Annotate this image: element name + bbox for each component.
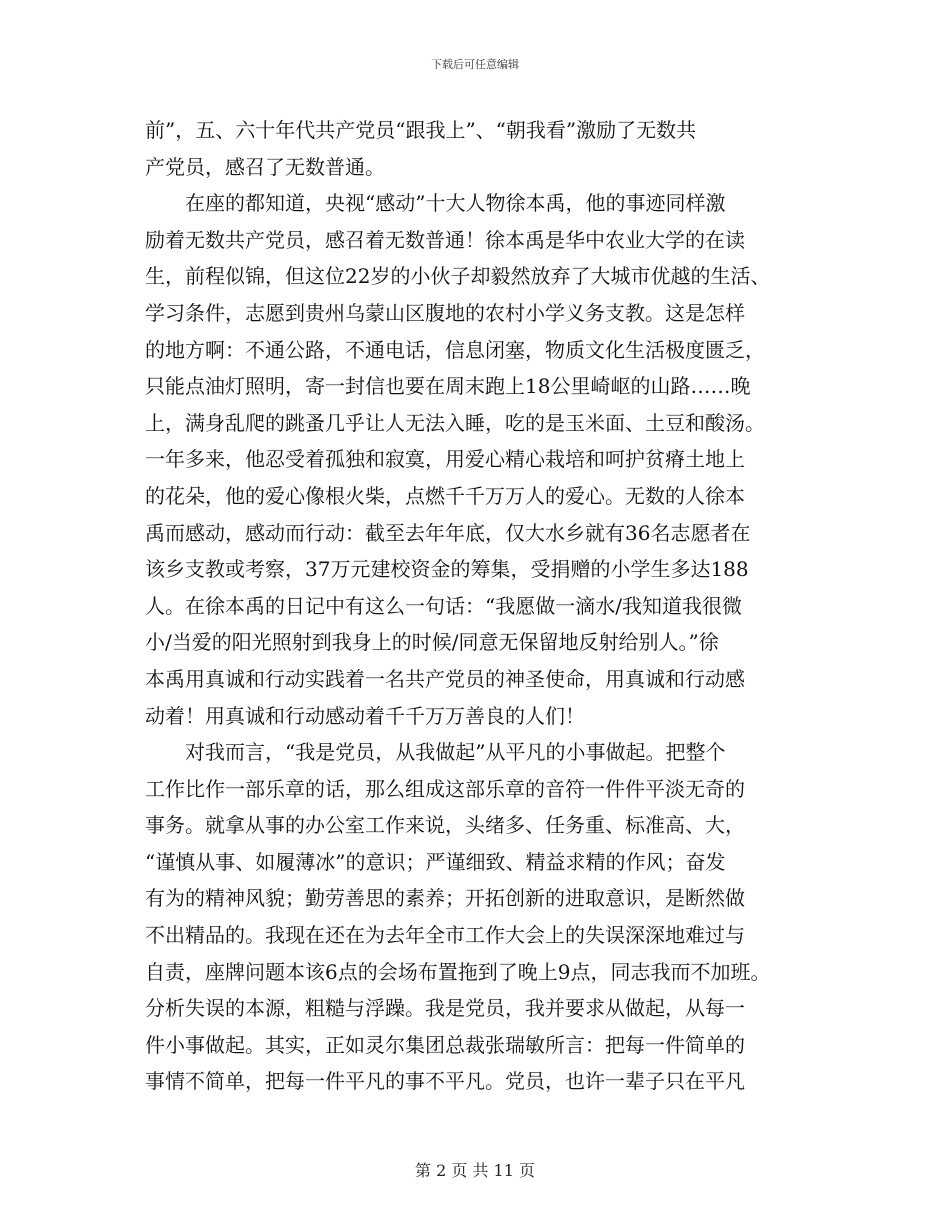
text-line: 产党员，感召了无数普通。 xyxy=(145,154,385,179)
text-line: 的花朵，他的爱心像根火柴，点燃千千万万人的爱心。无数的人徐本 xyxy=(145,483,745,508)
text-line: 有为的精神风貌；勤劳善思的素养；开拓创新的进取意识，是断然做 xyxy=(145,886,745,911)
text-line: 一年多来，他忍受着孤独和寂寞，用爱心精心栽培和呵护贫瘠土地上 xyxy=(145,447,745,472)
text-line: 自责，座牌问题本该6点的会场布置拖到了晚上9点，同志我而不加班。 xyxy=(145,959,771,984)
text-line: 工作比作一部乐章的话，那么组成这部乐章的音符一件件平淡无奇的 xyxy=(145,776,745,801)
text-line: 件小事做起。其实，正如灵尔集团总裁张瑞敏所言：把每一件简单的 xyxy=(145,1032,745,1057)
page-footer-pagination: 第 2 页 共 11 页 xyxy=(415,1161,535,1180)
text-line: 分析失误的本源，粗糙与浮躁。我是党员，我并要求从做起，从每一 xyxy=(145,996,745,1021)
text-line: 小/当爱的阳光照射到我身上的时候/同意无保留地反射给别人。”徐 xyxy=(145,630,719,655)
text-line: 上，满身乱爬的跳蚤几乎让人无法入睡，吃的是玉米面、土豆和酸汤。 xyxy=(145,410,765,435)
text-line: 学习条件，志愿到贵州乌蒙山区腹地的农村小学义务支教。这是怎样 xyxy=(145,300,745,325)
text-line: 动着！用真诚和行动感动着千千万万善良的人们！ xyxy=(145,703,585,728)
text-line: 只能点油灯照明，寄一封信也要在周末跑上18公里崎岖的山路……晚 xyxy=(145,374,751,399)
text-line: 不出精品的。我现在还在为去年全市工作大会上的失误深深地难过与 xyxy=(145,923,745,948)
text-line: 事务。就拿从事的办公室工作来说，头绪多、任务重、标准高、大， xyxy=(145,813,745,838)
text-line: 禹而感动，感动而行动：截至去年年底，仅大水乡就有36名志愿者在 xyxy=(145,520,751,545)
text-line: 的地方啊：不通公路，不通电话，信息闭塞，物质文化生活极度匮乏， xyxy=(145,337,765,362)
text-line: 生，前程似锦，但这位22岁的小伙子却毅然放弃了大城市优越的生活、 xyxy=(145,264,771,289)
text-line: 事情不简单，把每一件平凡的事不平凡。党员，也许一辈子只在平凡 xyxy=(145,1069,745,1094)
text-line: 人。在徐本禹的日记中有这么一句话：“我愿做一滴水/我知道我很微 xyxy=(145,593,742,618)
text-line: 前”，五、六十年代共产党员“跟我上”、“朝我看”激励了无数共 xyxy=(145,118,697,142)
text-line: 在座的都知道，央视“感动”十大人物徐本禹，他的事迹同样激 xyxy=(185,191,726,216)
text-line: 对我而言，“我是党员，从我做起”从平凡的小事做起。把整个 xyxy=(185,740,726,765)
body-text xyxy=(145,112,805,1100)
text-line: “谨慎从事、如履薄冰”的意识；严谨细致、精益求精的作风；奋发 xyxy=(145,849,726,874)
text-line: 该乡支教或考察，37万元建校资金的筹集，受捐赠的小学生多达188 xyxy=(145,557,749,582)
text-line: 本禹用真诚和行动实践着一名共产党员的神圣使命，用真诚和行动感 xyxy=(145,666,745,691)
page-header-note: 下载后可任意编辑 xyxy=(431,58,519,71)
text-line: 励着无数共产党员，感召着无数普通！徐本禹是华中农业大学的在读 xyxy=(145,227,745,252)
